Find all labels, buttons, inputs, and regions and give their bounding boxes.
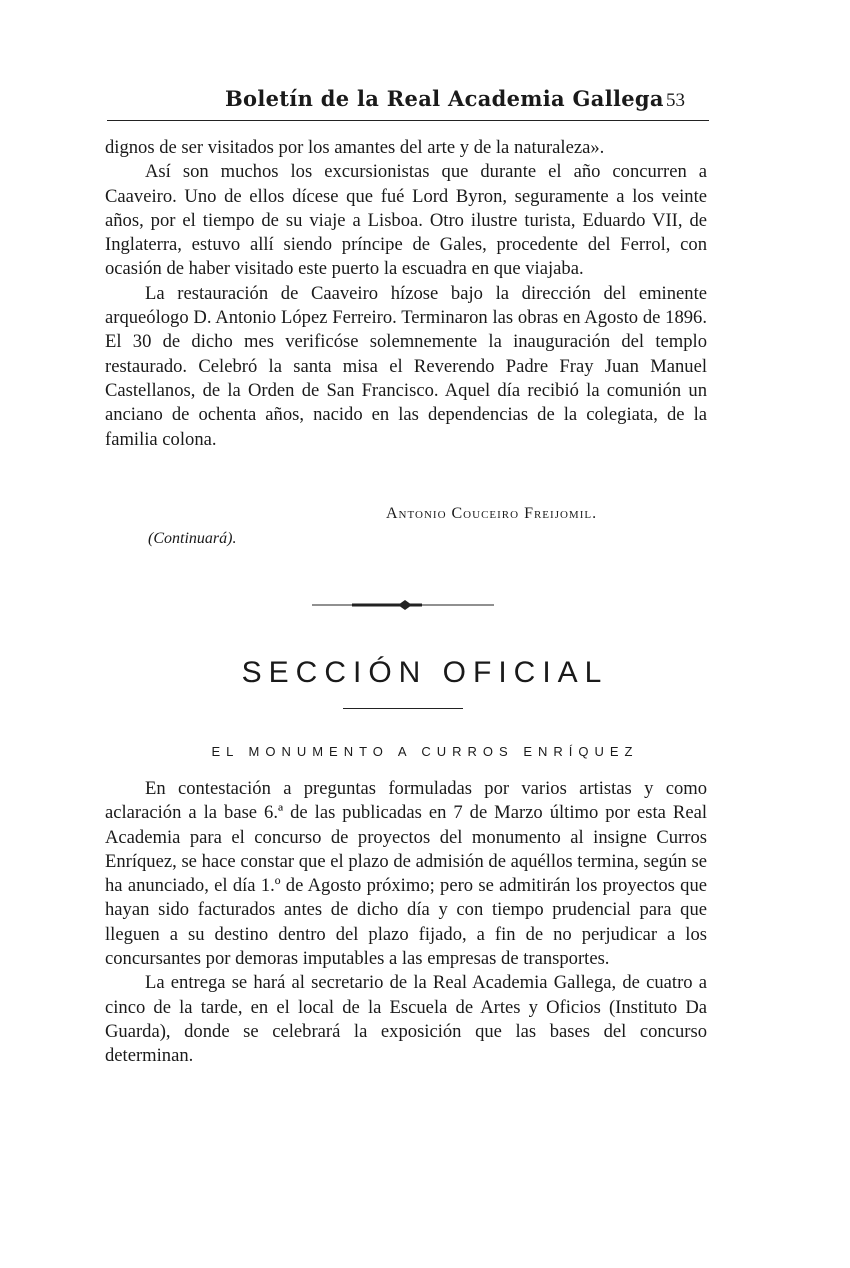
journal-title: Boletín de la Real Academia Gallega bbox=[225, 86, 664, 111]
section-paragraph: La entrega se hará al secretario de la Real Academia Gallega, de cuatro a cinco de la tarde, en el local de la Escuela de Artes y Oficios (Instituto Da Guarda), donde se celebrará la exposición que las bases del concurso determinan. bbox=[105, 972, 707, 1067]
article-paragraph: Así son muchos los excursionistas que durante el año concurren a Caaveiro. Uno de ellos dícese que fué Lord Byron, seguramente a los veinte años, por el tiempo de su viaje a Lisboa. Otro ilustre turista, Eduardo VII, de Inglaterra, estuvo allí siendo príncipe de Gales, procedente del Ferrol, con ocasión de haber visitado este puerto la escuadra en que viajaba. bbox=[105, 161, 707, 280]
section-title: SECCIÓN OFICIAL bbox=[241, 656, 609, 689]
running-header bbox=[107, 86, 709, 121]
section-paragraph: En contestación a preguntas formuladas por varios artistas y como aclaración a la base 6.ª de las publicadas en 7 de Marzo último por esta Real Academia para el concurso de proyectos del monumento al insigne Curros Enríquez, se hace constar que el plazo de admisión de aquéllos termina, según se ha anunciado, el día 1.º de Agosto próximo; pero se admitirán los proyectos que hayan sido facturados antes de dicho día y con tiempo prudencial para que lleguen a su destino dentro del plazo fijado, a fin de no perjudicar a los concursantes por demoras imputables a las empresas de transportes. bbox=[105, 778, 707, 970]
continuation-note: (Continuará). bbox=[148, 530, 237, 547]
page-number: 53 bbox=[666, 90, 685, 111]
subsection-title: EL MONUMENTO A CURROS ENRÍQUEZ bbox=[211, 744, 639, 759]
article-paragraph: dignos de ser visitados por los amantes del arte y de la naturaleza». bbox=[105, 137, 605, 158]
section-body bbox=[105, 777, 707, 1069]
author-signature: Antonio Couceiro Freijomil. bbox=[386, 505, 598, 522]
ornament-divider-icon bbox=[312, 598, 494, 612]
article-body bbox=[105, 136, 707, 452]
article-paragraph: La restauración de Caaveiro hízose bajo la dirección del eminente arqueólogo D. Antonio López Ferreiro. Terminaron las obras en Agosto de 1896. El 30 de dicho mes verificóse solemnemente la inauguración del templo restaurado. Celebró la santa misa el Reverendo Padre Fray Juan Manuel Castellanos, de la Orden de San Francisco. Aquel día recibió la comunión un anciano de ochenta años, nacido en las dependencias de la colegiata, de la familia colona. bbox=[105, 282, 707, 450]
section-rule bbox=[343, 708, 463, 709]
